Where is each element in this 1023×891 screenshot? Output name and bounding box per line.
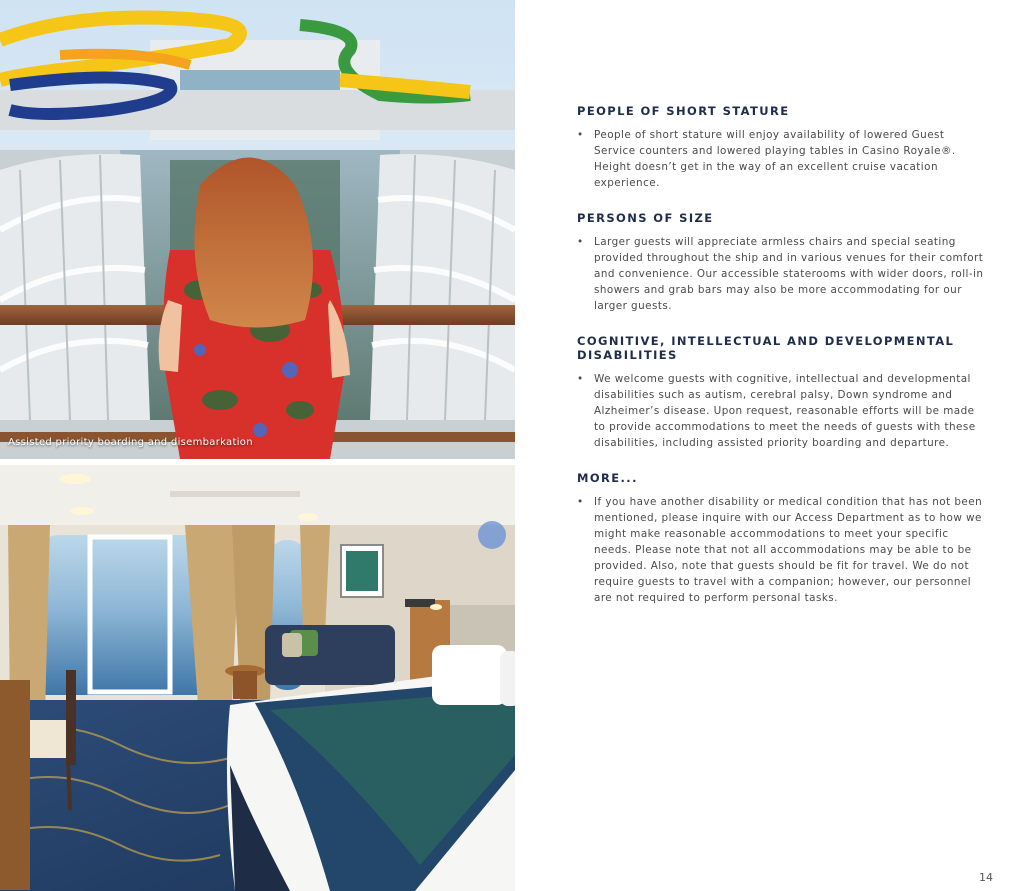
section-heading: PERSONS OF SIZE: [577, 211, 714, 225]
section-heading: PEOPLE OF SHORT STATURE: [577, 104, 790, 118]
section-more: [577, 471, 989, 606]
section-persons-of-size: [577, 211, 989, 314]
stateroom-photo: [0, 465, 515, 891]
bullet-text: • People of short stature will enjoy availability of lowered Guest Service counters and lowered playing tables in Casino Royale®. Height doesn’t get in the way of an excellent cruise vacation experience.: [577, 127, 989, 191]
accessibility-content: [577, 104, 989, 606]
section-heading: MORE...: [577, 471, 638, 485]
photo-caption: Assisted priority boarding and disembarkation: [8, 437, 253, 448]
bullet-text: • Larger guests will appreciate armless chairs and special seating provided throughout the ship and in various venues for their comfort and convenience. Our accessible staterooms with wider doors, roll-in showers and grab bars may also be more accommodating for our larger guests.: [577, 234, 989, 314]
section-short-stature: [577, 104, 989, 191]
ship-promenade-photo: [0, 0, 515, 459]
bullet-text: • We welcome guests with cognitive, intellectual and developmental disabilities such as autism, cerebral palsy, Down syndrome and Alzheimer’s disease. Upon request, reasonable efforts will be made to provide accommodations to meet the needs of guests with these disabilities, including assisted priority boarding and departure.: [577, 371, 989, 451]
bullet-text: • If you have another disability or medical condition that has not been mentioned, please inquire with our Access Department as to how we might make reasonable accommodations to meet your specific needs. Please note that not all accommodations may be able to be provided. Also, note that guests should be fit for travel. We do not require guests to travel with a companion; however, our personnel are not required to perform personal tasks.: [577, 494, 989, 606]
page-number: 14: [979, 871, 993, 884]
section-cognitive-disabilities: [577, 334, 989, 451]
section-heading: COGNITIVE, INTELLECTUAL AND DEVELOPMENTAL DISABILITIES: [577, 334, 955, 362]
